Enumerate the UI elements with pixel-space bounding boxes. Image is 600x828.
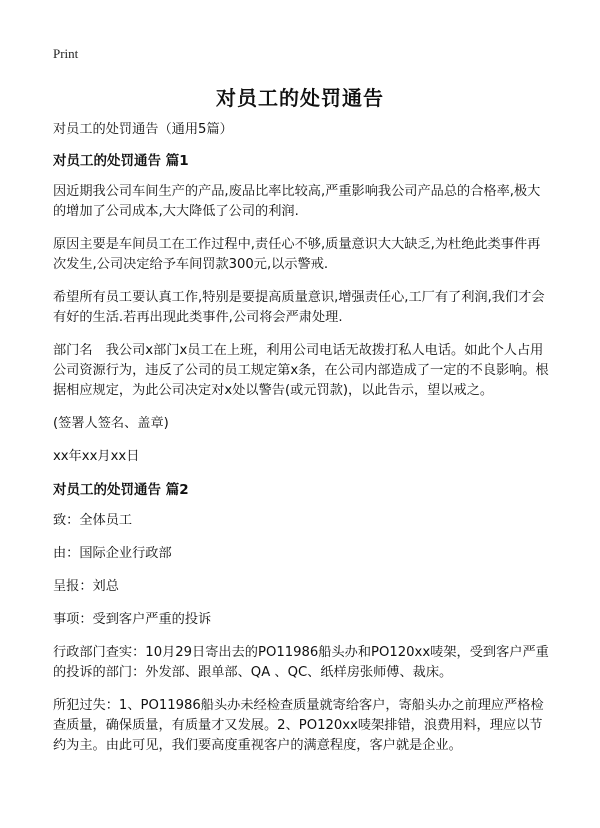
memo-from: 由：国际企业行政部 <box>53 546 172 561</box>
date-line: xx年xx月xx日 <box>53 449 140 464</box>
section-1-paragraph-1: 因近期我公司车间生产的产品,废品比率比较高,严重影响我公司产品总的合格率,极大的增加了公司成本,大大降低了公司的利润. <box>53 184 541 219</box>
section-1-paragraph-3: 希望所有员工要认真工作,特别是要提高质量意识,增强责任心,工厂有了利润,我们才会有好的生活.若再出现此类事件,公司将会严肃处理. <box>53 290 545 325</box>
document-subtitle: 对员工的处罚通告（通用5篇） <box>53 122 233 137</box>
print-label: Print <box>53 46 79 61</box>
section-2-paragraph-2: 所犯过失：1、PO11986船头办未经检查质量就寄给客户，寄船头办之前理应严格检查质量，确保质量，有质量才又发展。2、PO120xx唛架排错，浪费用料，理应以节约为主。由此可见，我们要高度重视客户的满意程度，客户就是企业。 <box>53 698 544 753</box>
memo-to: 致：全体员工 <box>53 513 133 528</box>
section-1-heading: 对员工的处罚通告 篇1 <box>53 153 189 169</box>
memo-cc: 呈报：刘总 <box>53 579 119 594</box>
section-2-heading: 对员工的处罚通告 篇2 <box>53 482 189 498</box>
document-body <box>53 120 549 769</box>
section-2-paragraph-1: 行政部门查实：10月29日寄出去的PO11986船头办和PO120xx唛架，受到客户严重的投诉的部门：外发部、跟单部、QA 、QC、纸样房张师傅、裁床。 <box>53 645 549 680</box>
section-1-paragraph-4: 部门名 我公司x部门x员工在上班，利用公司电话无故拨打私人电话。如此个人占用公司资源行为，违反了公司的员工规定第x条，在公司内部造成了一定的不良影响。根据相应规定，为此公司决定对x处以警告(或元罚款)，以此告示，望以戒之。 <box>53 343 549 398</box>
memo-subject: 事项：受到客户严重的投诉 <box>53 612 212 627</box>
page-title: 对员工的处罚通告 <box>216 86 384 110</box>
section-1-paragraph-2: 原因主要是车间员工在工作过程中,责任心不够,质量意识大大缺乏,为杜绝此类事件再次发生,公司决定给予车间罚款300元,以示警戒. <box>53 237 541 272</box>
signature-line: (签署人签名、盖章) <box>53 416 169 431</box>
